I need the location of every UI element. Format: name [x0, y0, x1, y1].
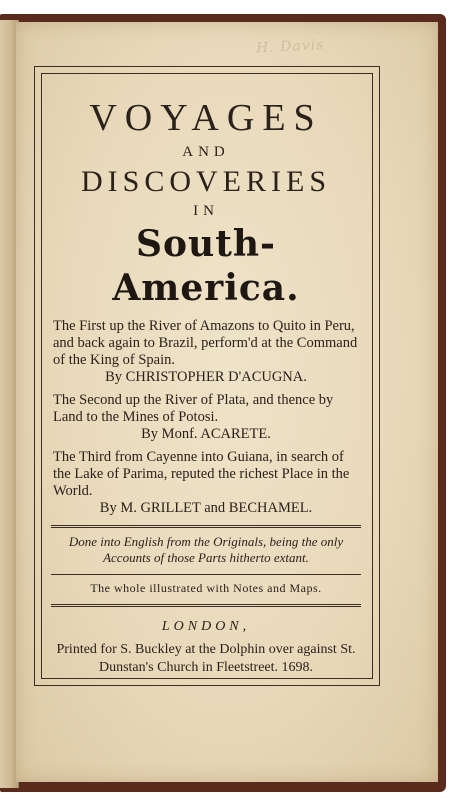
imprint-printer: Printed for S. Buckley at the Dolphin over against St. Dunstan's Church in Fleetstreet. 1698.: [56, 642, 356, 675]
title-voyages: VOYAGES: [89, 97, 323, 139]
illustrated-note: The whole illustrated with Notes and Maps.: [90, 581, 322, 595]
title-page-content: [47, 78, 365, 674]
title-south-america: South-America.: [112, 223, 300, 309]
second-voyage-text: The Second up the River of Plata, and thence by Land to the Mines of Potosi.: [53, 392, 334, 425]
first-voyage-text: The First up the River of Amazons to Quito in Peru, and back again to Brazil, perform'd at the Command of the King of Spain.: [53, 318, 358, 368]
title-discoveries: DISCOVERIES: [80, 165, 331, 198]
third-voyage-author: By M. GRILLET and BECHAMEL.: [99, 500, 313, 516]
imprint-city: LONDON,: [161, 619, 251, 634]
handwritten-inscription: H. Davis: [255, 36, 325, 57]
title-and: AND: [182, 144, 230, 160]
divider-rule-3: [51, 604, 361, 607]
third-voyage-text: The Third from Cayenne into Guiana, in search of the Lake of Parima, reputed the richest Place in the World.: [53, 449, 350, 499]
divider-rule: [51, 525, 361, 528]
divider-rule-2: [51, 574, 361, 575]
translation-note: Done into English from the Originals, being the only Accounts of those Parts hitherto extant.: [68, 534, 344, 565]
title-in: IN: [193, 203, 219, 219]
first-voyage-author: By CHRISTOPHER D'ACUGNA.: [105, 369, 307, 385]
second-voyage-author: By Monf. ACARETE.: [141, 426, 271, 442]
